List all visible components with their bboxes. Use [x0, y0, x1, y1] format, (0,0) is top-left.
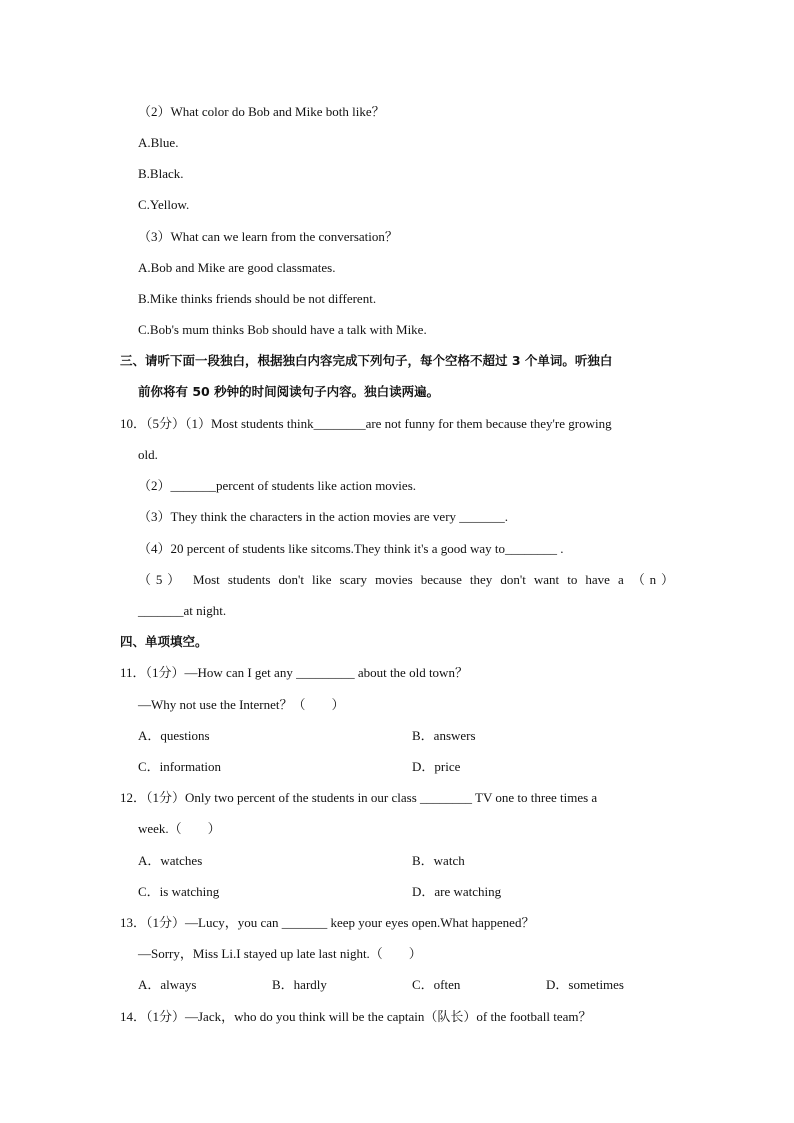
q11-options-row2: [0, 757, 794, 777]
section4-heading: 四、单项填空。: [120, 634, 208, 649]
q13-option-b: B．hardly: [272, 977, 327, 992]
q10-item2: （2）_______percent of students like action movies.: [138, 478, 417, 493]
section3-heading-line1: 三、请听下面一段独白，根据独白内容完成下列句子，每个空格不超过 3 个单词。听独白: [120, 353, 613, 368]
q12-option-b: B．watch: [412, 853, 465, 868]
q13-options-row: [0, 975, 794, 995]
q12-options-row1: [0, 851, 794, 871]
q9-sub2-question: （2）What color do Bob and Mike both like？: [138, 104, 385, 119]
q11-option-a: A．questions: [138, 728, 210, 743]
q13-stem: 13．（1分）—Lucy，you can _______ keep your eyes open.What happened？: [120, 915, 535, 930]
q11-reply: —Why not use the Internet？（ ）: [138, 697, 345, 712]
q13-option-d: D．sometimes: [546, 977, 624, 992]
q12-stem: 12．（1分）Only two percent of the students in our class ________ TV one to three times a: [120, 790, 598, 805]
q11-option-d: D．price: [412, 759, 461, 774]
q9-sub3-option-b: B.Mike thinks friends should be not different.: [138, 291, 377, 306]
q10-line1-continued: old.: [138, 447, 158, 462]
q10-item5-continued: _______at night.: [138, 603, 227, 618]
q9-sub2-option-a: A.Blue.: [138, 135, 179, 150]
q11-options-row1: [0, 726, 794, 746]
q10-item5: （5） Most students don't like scary movies because they don't want to have a （n）: [138, 572, 674, 587]
q12-option-a: A．watches: [138, 853, 203, 868]
q11-option-b: B．answers: [412, 728, 476, 743]
q9-sub2-option-c: C.Yellow.: [138, 197, 190, 212]
q13-reply: —Sorry，Miss Li.I stayed up late last night.（ ）: [138, 946, 422, 961]
q12-option-c: C．is watching: [138, 884, 220, 899]
q10-line1: 10．（5分）（1）Most students think________are not funny for them because they're growing: [120, 416, 612, 431]
q10-item4: （4）20 percent of students like sitcoms.They think it's a good way to________ .: [138, 541, 564, 556]
q13-option-a: A．always: [138, 977, 197, 992]
section3-heading-line2: 前你将有 50 秒钟的时间阅读句子内容。独白读两遍。: [138, 384, 440, 399]
q11-stem: 11．（1分）—How can I get any _________ about the old town？: [120, 665, 468, 680]
q9-sub3-option-c: C.Bob's mum thinks Bob should have a talk with Mike.: [138, 322, 427, 337]
q12-option-d: D．are watching: [412, 884, 502, 899]
q13-option-c: C．often: [412, 977, 461, 992]
q11-option-c: C．information: [138, 759, 222, 774]
q9-sub2-option-b: B.Black.: [138, 166, 184, 181]
q12-stem-continued: week.（ ）: [138, 821, 221, 836]
q10-item3: （3）They think the characters in the action movies are very _______.: [138, 509, 509, 524]
q9-sub3-option-a: A.Bob and Mike are good classmates.: [138, 260, 336, 275]
q14-stem: 14．（1分）—Jack，who do you think will be the captain（队长）of the football team？: [120, 1009, 592, 1024]
q9-sub3-question: （3）What can we learn from the conversation？: [138, 229, 398, 244]
q12-options-row2: [0, 882, 794, 902]
